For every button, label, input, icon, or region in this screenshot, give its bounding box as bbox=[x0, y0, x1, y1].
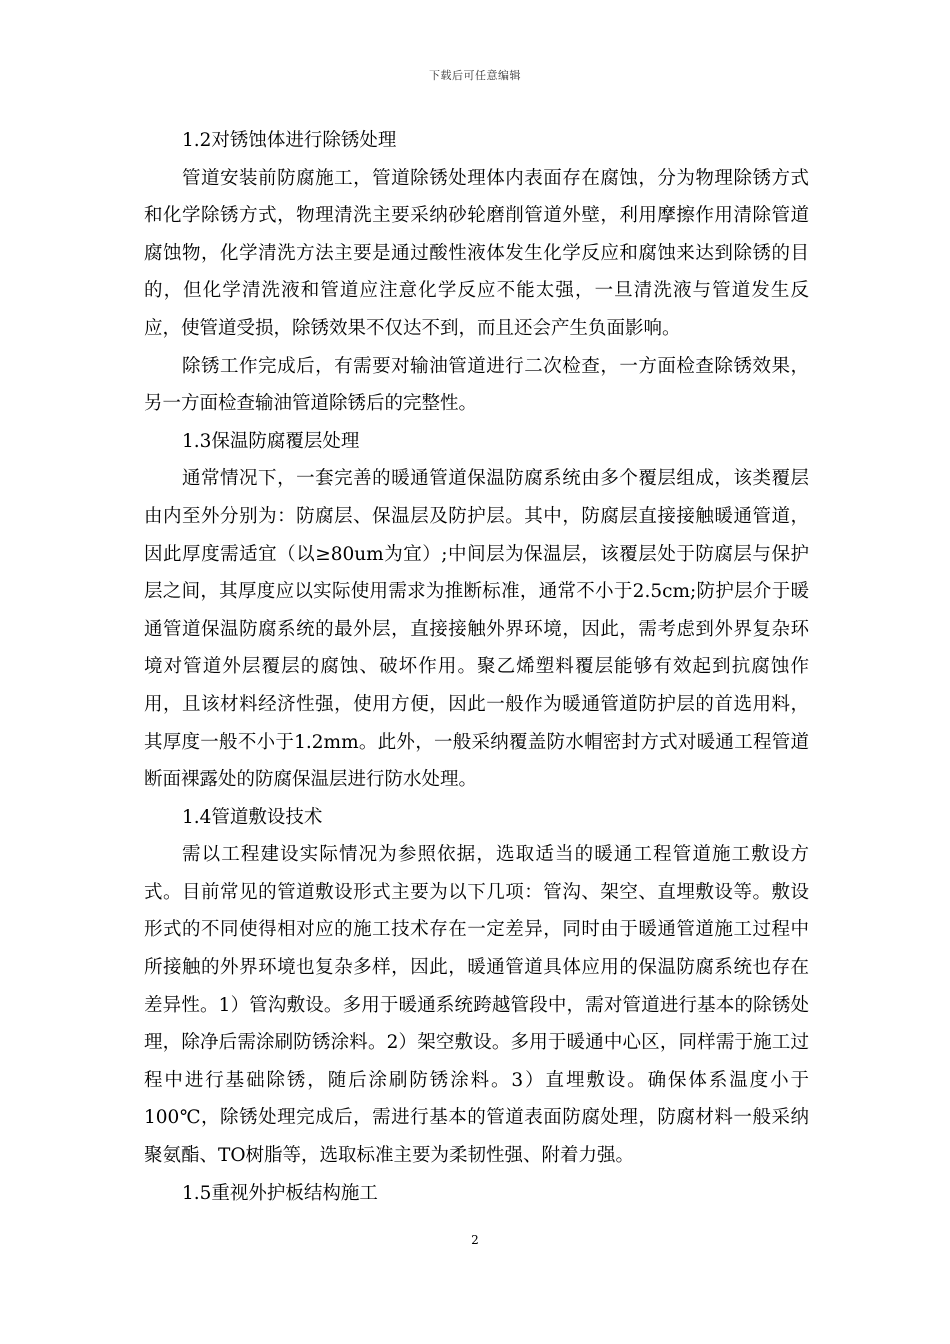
section-heading-1-2: 1.2对锈蚀体进行除锈处理 bbox=[182, 130, 397, 151]
section-heading-1-5: 1.5重视外护板结构施工 bbox=[182, 1182, 378, 1204]
page-number: 2 bbox=[471, 1233, 479, 1247]
paragraph: 管道安装前防腐施工，管道除锈处理体内表面存在腐蚀，分为物理除锈方式和化学除锈方式，物理清洗主要采纳砂轮磨削管道外壁，利用摩擦作用清除管道腐蚀物，化学清洗方法主要是通过酸性液体发生化学反应和腐蚀来达到除锈的目的，但化学清洗液和管道应注意化学反应不能太强，一旦清洗液与管道发生反应，使管道受损，除锈效果不仅达不到，而且还会产生负面影响。 bbox=[144, 167, 809, 339]
section-heading-1-3: 1.3保温防腐覆层处理 bbox=[182, 430, 360, 452]
page-header: 下载后可任意编辑 bbox=[429, 69, 521, 82]
paragraph: 需以工程建设实际情况为参照依据，选取适当的暖通工程管道施工敷设方式。目前常见的管道敷设形式主要为以下几项：管沟、架空、直埋敷设等。敷设形式的不同使得相对应的施工技术存在一定差异，同时由于暖通管道施工过程中所接触的外界环境也复杂多样，因此，暖通管道具体应用的保温防腐系统也存在差异性。1）管沟敷设。多用于暖通系统跨越管段中，需对管道进行基本的除锈处理，除净后需涂刷防锈涂料。2）架空敷设。多用于暖通中心区，同样需于施工过程中进行基础除锈，随后涂刷防锈涂料。3）直埋敷设。确保体系温度小于100℃，除锈处理完成后，需进行基本的管道表面防腐处理，防腐材料一般采纳聚氨酯、TO树脂等，选取标准主要为柔韧性强、附着力强。 bbox=[144, 844, 809, 1167]
paragraph: 通常情况下，一套完善的暖通管道保温防腐系统由多个覆层组成，该类覆层由内至外分别为：防腐层、保温层及防护层。其中，防腐层直接接触暖通管道，因此厚度需适宜（以≥80um为宜）;中间层为保温层，该覆层处于防腐层与保护层之间，其厚度应以实际使用需求为推断标准，通常不小于2.5cm;防护层介于暖通管道保温防腐系统的最外层，直接接触外界环境，因此，需考虑到外界复杂环境对管道外层覆层的腐蚀、破坏作用。聚乙烯塑料覆层能够有效起到抗腐蚀作用，且该材料经济性强，使用方便，因此一般作为暖通管道防护层的首选用料，其厚度一般不小于1.2mm。此外，一般采纳覆盖防水帽密封方式对暖通工程管道断面裸露处的防腐保温层进行防水处理。 bbox=[144, 468, 809, 791]
paragraph: 除锈工作完成后，有需要对输油管道进行二次检查，一方面检查除锈效果，另一方面检查输油管道除锈后的完整性。 bbox=[144, 355, 809, 415]
document-body bbox=[144, 122, 809, 1212]
section-heading-1-4: 1.4管道敷设技术 bbox=[182, 806, 323, 828]
